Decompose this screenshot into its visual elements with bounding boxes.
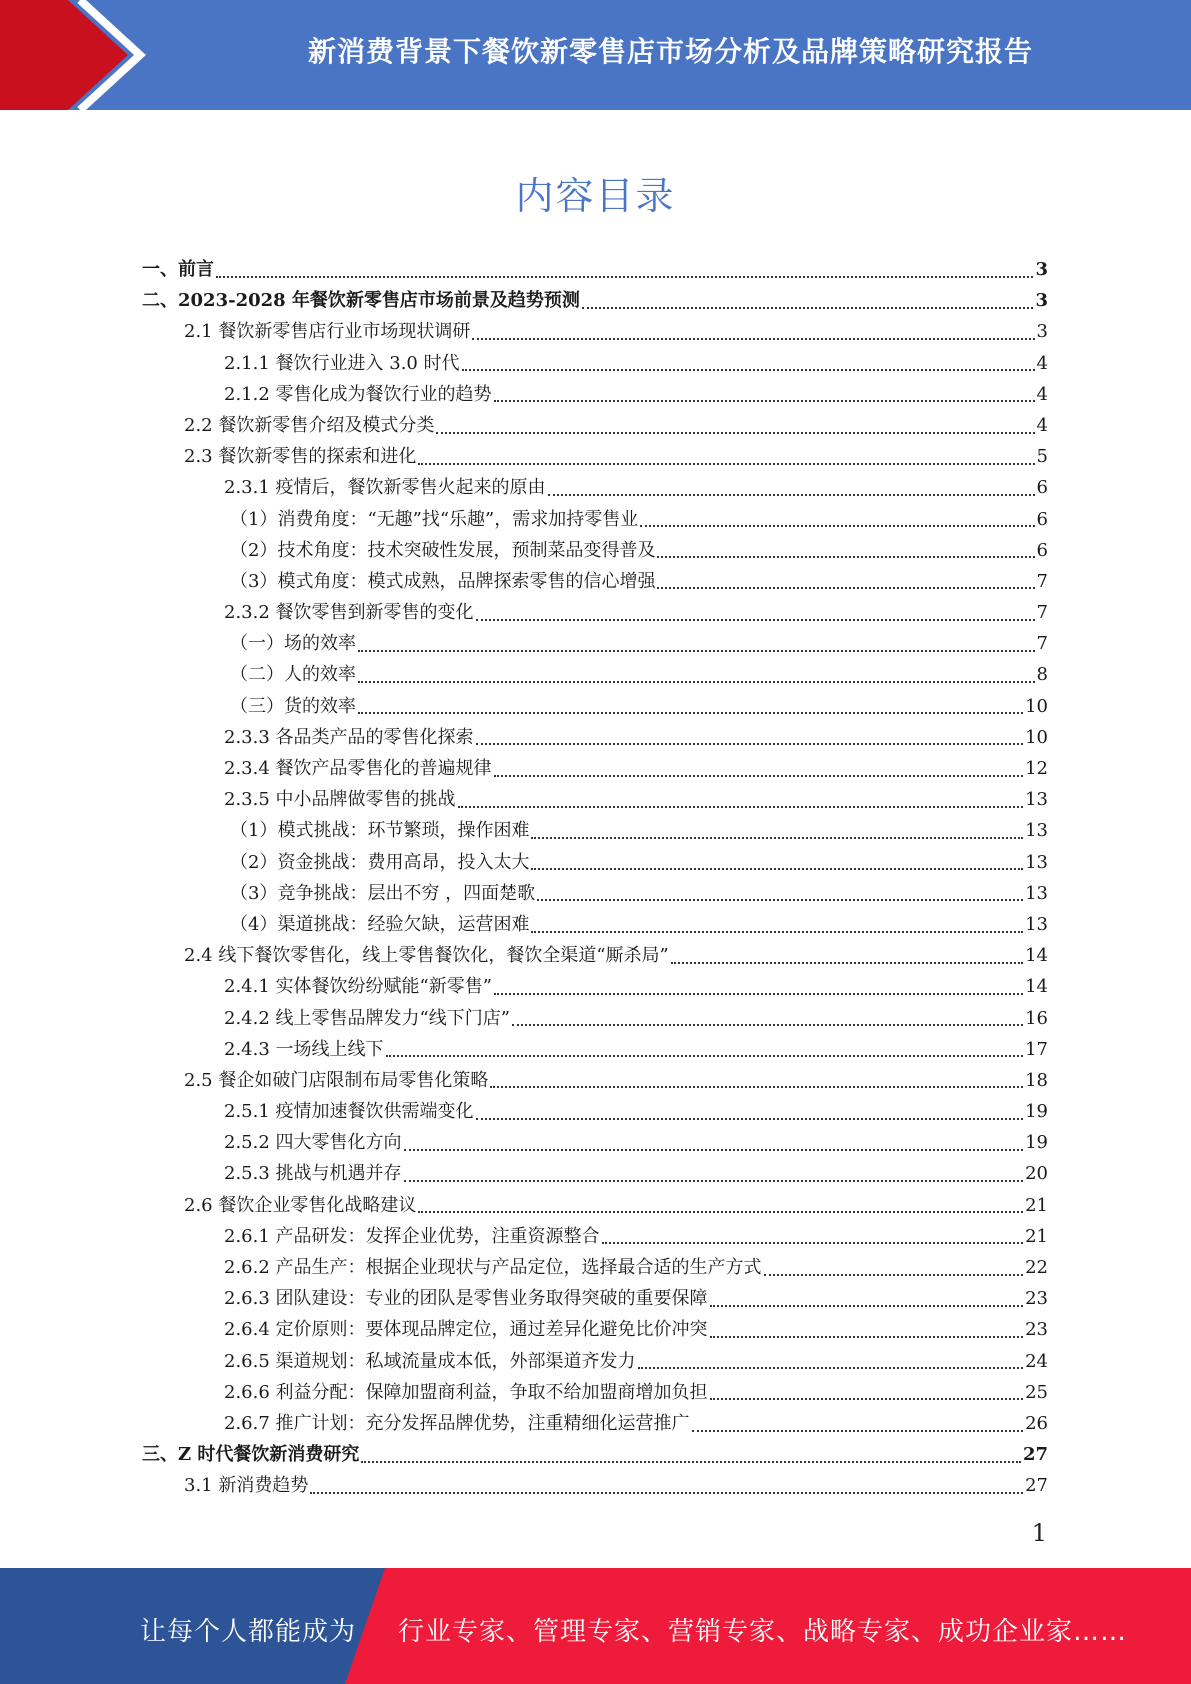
toc-entry-label: （3）竞争挑战：层出不穷 ，四面楚歌	[230, 882, 536, 904]
toc-entry-page: 8	[1036, 664, 1048, 686]
toc-entry[interactable]	[142, 847, 1048, 878]
toc-entry-page: 27	[1022, 1444, 1048, 1466]
toc-entry[interactable]	[142, 1408, 1048, 1439]
toc-entry-page: 25	[1025, 1381, 1048, 1403]
toc-entry-label: （一）场的效率	[230, 633, 356, 655]
toc-dot-leader	[710, 1398, 1024, 1400]
toc-entry[interactable]	[142, 940, 1048, 971]
toc-dot-leader	[476, 1118, 1024, 1120]
toc-entry[interactable]	[142, 691, 1048, 722]
toc-entry-page: 22	[1025, 1257, 1048, 1278]
footer-banner	[0, 1568, 1191, 1684]
toc-entry[interactable]	[142, 254, 1048, 285]
toc-entry-label: 2.4.3 一场线上线下	[224, 1038, 384, 1060]
table-of-contents	[142, 254, 1048, 1502]
toc-entry-page: 19	[1025, 1101, 1048, 1123]
toc-entry-page: 13	[1025, 820, 1048, 842]
toc-dot-leader	[764, 1274, 1024, 1276]
report-title: 新消费背景下餐饮新零售店市场分析及品牌策略研究报告	[307, 35, 1033, 68]
toc-entry[interactable]	[142, 379, 1048, 410]
toc-entry-page: 7	[1036, 602, 1048, 624]
toc-dot-leader	[458, 806, 1024, 808]
toc-entry-page: 7	[1036, 570, 1048, 592]
toc-dot-leader	[404, 1149, 1024, 1151]
toc-entry-label: 2.3.1 疫情后，餐饮新零售火起来的原由	[224, 477, 546, 499]
toc-dot-leader	[472, 338, 1034, 340]
toc-entry-page: 21	[1025, 1225, 1048, 1247]
toc-dot-leader	[494, 993, 1023, 995]
toc-dot-leader	[476, 743, 1024, 745]
toc-entry[interactable]	[142, 1283, 1048, 1314]
toc-entry[interactable]	[142, 1065, 1048, 1096]
toc-entry[interactable]	[142, 535, 1048, 566]
toc-entry[interactable]	[142, 659, 1048, 690]
toc-dot-leader	[358, 650, 1035, 652]
toc-entry[interactable]	[142, 597, 1048, 628]
toc-entry-page: 4	[1036, 383, 1048, 405]
toc-entry[interactable]	[142, 784, 1048, 815]
toc-dot-leader	[310, 1492, 1023, 1494]
toc-entry-label: 2.5 餐企如破门店限制布局零售化策略	[184, 1069, 489, 1091]
toc-entry[interactable]	[142, 1314, 1048, 1345]
toc-dot-leader	[640, 525, 1034, 527]
toc-entry[interactable]	[142, 1252, 1048, 1283]
toc-entry[interactable]	[142, 722, 1048, 753]
toc-dot-leader	[602, 1242, 1024, 1244]
toc-entry[interactable]	[142, 441, 1048, 472]
toc-entry-label: 2.1.2 零售化成为餐饮行业的趋势	[224, 383, 492, 405]
toc-entry-label: 2.3.2 餐饮零售到新零售的变化	[224, 602, 474, 624]
toc-entry-label: （2）资金挑战：费用高昂，投入太大	[230, 851, 530, 873]
red-arrow-decoration	[0, 0, 150, 110]
toc-entry-label: （1）消费角度：“无趣”找“乐趣”，需求加持零售业	[230, 508, 639, 530]
toc-entry-page: 4	[1036, 414, 1048, 436]
toc-entry-page: 13	[1025, 851, 1048, 873]
toc-entry-label: 2.6.1 产品研发：发挥企业优势，注重资源整合	[224, 1225, 600, 1247]
toc-entry-label: 三、Z 时代餐饮新消费研究	[142, 1444, 360, 1466]
toc-entry[interactable]	[142, 1221, 1048, 1252]
toc-dot-leader	[710, 1305, 1024, 1307]
toc-entry-page: 6	[1036, 508, 1048, 530]
toc-entry-label: 2.5.2 四大零售化方向	[224, 1132, 402, 1154]
toc-entry[interactable]	[142, 971, 1048, 1002]
toc-entry[interactable]	[142, 285, 1048, 316]
toc-entry-page: 21	[1025, 1194, 1048, 1216]
toc-dot-leader	[710, 1336, 1024, 1338]
toc-entry-page: 24	[1025, 1350, 1048, 1372]
toc-entry[interactable]	[142, 1034, 1048, 1065]
toc-entry[interactable]	[142, 566, 1048, 597]
toc-entry-page: 20	[1025, 1163, 1048, 1185]
toc-entry-label: 3.1 新消费趋势	[184, 1475, 309, 1497]
toc-entry-label: 2.6.7 推广计划：充分发挥品牌优势，注重精细化运营推广	[224, 1412, 690, 1434]
footer-tagline: 行业专家、管理专家、营销专家、战略专家、成功企业家……	[398, 1617, 1128, 1647]
toc-entry-label: （2）技术角度：技术突破性发展，预制菜品变得普及	[230, 539, 656, 561]
toc-entry[interactable]	[142, 1003, 1048, 1034]
toc-entry-label: 一、前言	[142, 259, 214, 280]
toc-entry-page: 3	[1035, 290, 1048, 312]
toc-dot-leader	[531, 837, 1023, 839]
toc-entry[interactable]	[142, 1158, 1048, 1189]
toc-entry-page: 13	[1025, 913, 1048, 935]
toc-entry-page: 13	[1025, 789, 1048, 811]
toc-dot-leader	[358, 712, 1023, 714]
toc-entry-page: 26	[1025, 1412, 1048, 1434]
toc-dot-leader	[548, 494, 1035, 496]
header-banner	[0, 0, 1191, 110]
toc-dot-leader	[582, 307, 1034, 309]
toc-entry-page: 23	[1025, 1319, 1048, 1341]
toc-dot-leader	[494, 400, 1035, 402]
toc-dot-leader	[657, 556, 1034, 558]
toc-entry-label: 2.6.6 利益分配：保障加盟商利益，争取不给加盟商增加负担	[224, 1381, 708, 1403]
toc-dot-leader	[657, 587, 1034, 589]
toc-entry-page: 10	[1025, 695, 1048, 717]
toc-dot-leader	[436, 432, 1034, 434]
toc-entry[interactable]	[142, 815, 1048, 846]
toc-entry-label: 2.1.1 餐饮行业进入 3.0 时代	[224, 352, 460, 374]
toc-entry-page: 16	[1025, 1007, 1048, 1029]
toc-dot-leader	[531, 868, 1023, 870]
toc-dot-leader	[671, 962, 1023, 964]
toc-entry-page: 18	[1025, 1069, 1048, 1091]
toc-entry-label: 2.6.5 渠道规划：私域流量成本低，外部渠道齐发力	[224, 1350, 636, 1372]
toc-entry-label: 2.6 餐饮企业零售化战略建议	[184, 1194, 417, 1216]
toc-entry-page: 27	[1025, 1475, 1048, 1497]
toc-entry-page: 5	[1036, 446, 1048, 468]
toc-entry-page: 14	[1025, 945, 1048, 967]
toc-entry[interactable]	[142, 504, 1048, 535]
toc-entry-label: （4）渠道挑战：经验欠缺，运营困难	[230, 913, 530, 935]
toc-dot-leader	[418, 1211, 1023, 1213]
toc-entry[interactable]	[142, 316, 1048, 347]
toc-entry-label: （二）人的效率	[230, 664, 356, 686]
toc-entry[interactable]	[142, 1470, 1048, 1501]
toc-entry[interactable]	[142, 1127, 1048, 1158]
toc-entry-page: 6	[1036, 477, 1048, 499]
toc-entry-page: 4	[1036, 352, 1048, 374]
toc-dot-leader	[404, 1180, 1024, 1182]
toc-entry-page: 12	[1025, 758, 1048, 779]
toc-entry-label: 2.6.3 团队建设：专业的团队是零售业务取得突破的重要保障	[224, 1288, 708, 1310]
toc-entry-label: 2.4.2 线上零售品牌发力“线下门店”	[224, 1007, 510, 1029]
toc-dot-leader	[494, 775, 1024, 777]
toc-entry[interactable]	[142, 909, 1048, 940]
toc-heading: 内容目录	[515, 174, 676, 218]
toc-entry-label: （三）货的效率	[230, 695, 356, 717]
toc-dot-leader	[692, 1430, 1024, 1432]
toc-entry[interactable]	[142, 348, 1048, 379]
toc-dot-leader	[512, 1024, 1023, 1026]
toc-entry[interactable]	[142, 878, 1048, 909]
toc-dot-leader	[638, 1367, 1024, 1369]
toc-entry-page: 23	[1025, 1288, 1048, 1310]
toc-entry-label: （3）模式角度：模式成熟，品牌探索零售的信心增强	[230, 570, 656, 592]
toc-entry-page: 7	[1036, 633, 1048, 655]
toc-entry[interactable]	[142, 1346, 1048, 1377]
toc-dot-leader	[537, 899, 1023, 901]
toc-entry-page: 14	[1025, 976, 1048, 998]
toc-dot-leader	[386, 1055, 1024, 1057]
toc-entry[interactable]	[142, 472, 1048, 503]
toc-entry[interactable]	[142, 753, 1048, 784]
toc-dot-leader	[476, 619, 1035, 621]
toc-entry-page: 6	[1036, 539, 1048, 561]
toc-entry-page: 3	[1035, 259, 1048, 280]
toc-dot-leader	[462, 369, 1035, 371]
toc-entry-label: （1）模式挑战：环节繁琐，操作困难	[230, 820, 530, 842]
toc-entry[interactable]	[142, 1377, 1048, 1408]
page-number: 1	[1031, 1519, 1047, 1547]
toc-entry-label: 2.3.3 各品类产品的零售化探索	[224, 726, 474, 748]
toc-entry-page: 17	[1025, 1038, 1048, 1060]
toc-entry-label: 2.2 餐饮新零售介绍及模式分类	[184, 414, 435, 436]
toc-entry[interactable]	[142, 1190, 1048, 1221]
toc-entry-page: 3	[1036, 321, 1048, 343]
toc-dot-leader	[490, 1086, 1023, 1088]
toc-dot-leader	[361, 1461, 1021, 1463]
toc-entry-label: 2.4.1 实体餐饮纷纷赋能“新零售”	[224, 976, 492, 998]
toc-dot-leader	[358, 681, 1035, 683]
toc-entry-page: 10	[1025, 726, 1048, 748]
toc-entry[interactable]	[142, 628, 1048, 659]
toc-entry-label: 2.3.5 中小品牌做零售的挑战	[224, 789, 456, 811]
toc-entry-label: 二、2023-2028 年餐饮新零售店市场前景及趋势预测	[142, 290, 580, 312]
toc-entry-label: 2.5.1 疫情加速餐饮供需端变化	[224, 1101, 474, 1123]
toc-entry-label: 2.1 餐饮新零售店行业市场现状调研	[184, 321, 471, 343]
toc-dot-leader	[216, 276, 1033, 278]
toc-dot-leader	[531, 931, 1023, 933]
toc-entry-page: 19	[1025, 1132, 1048, 1154]
footer-slogan: 让每个人都能成为	[140, 1617, 357, 1647]
toc-entry[interactable]	[142, 1096, 1048, 1127]
toc-entry-label: 2.3.4 餐饮产品零售化的普遍规律	[224, 758, 492, 779]
toc-entry-label: 2.6.4 定价原则：要体现品牌定位，通过差异化避免比价冲突	[224, 1319, 708, 1341]
toc-entry-label: 2.4 线下餐饮零售化，线上零售餐饮化，餐饮全渠道“厮杀局”	[184, 945, 669, 967]
toc-entry-label: 2.3 餐饮新零售的探索和进化	[184, 446, 417, 468]
toc-dot-leader	[418, 463, 1034, 465]
toc-entry-page: 13	[1025, 882, 1048, 904]
toc-entry[interactable]	[142, 410, 1048, 441]
toc-entry[interactable]	[142, 1439, 1048, 1470]
toc-entry-label: 2.6.2 产品生产：根据企业现状与产品定位，选择最合适的生产方式	[224, 1257, 762, 1278]
toc-entry-label: 2.5.3 挑战与机遇并存	[224, 1163, 402, 1185]
